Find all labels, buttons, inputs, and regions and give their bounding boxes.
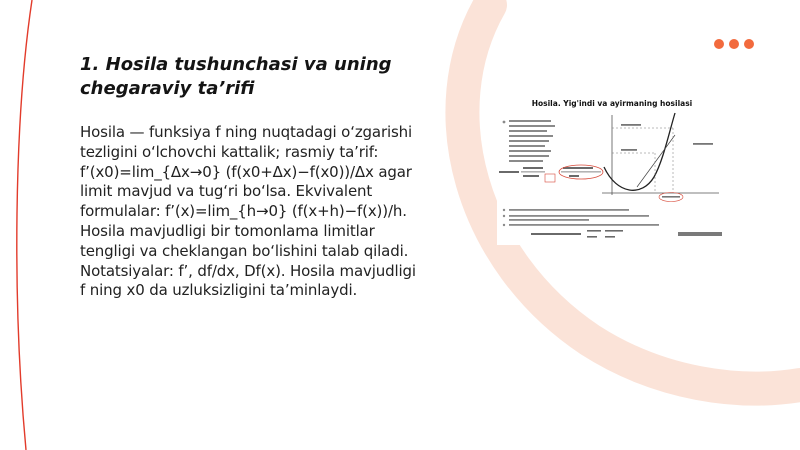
dot-shape [729,39,739,49]
slide-title: 1. Hosila tushunchasi va uning chegaraviy ta’rifi [80,54,392,99]
left-border-line [17,0,32,450]
dot-shape [744,39,754,49]
three-dots-icon [714,39,754,49]
dot-shape [714,39,724,49]
slide-thumbnail-image [497,95,727,245]
thumbnail-title: Hosila. Yig'indi va ayirmaning hosilasi [531,99,693,108]
slide-body-text: Hosila — funksiya f ning nuqtadagi o‘zgarishi tezligini o‘lchovchi kattalik; rasmiy ta’rif: f’(x0)=lim_{Δx→0} (f(x0+Δx)−f(x0))/Δx agar limit mavjud va tug‘ri bo‘lsa. Ekvivalent formulalar: f’(x)=lim_{h→0} (f(x+h)−f(x))/h. Hosila mavjudligi bir tomonlama limitlar tengligi va cheklangan bo‘lishini talab qiladi. Notatsiyalar: f’, df/dx, Df(x). Hosila mavjudligi f ning x0 da uzluksizligini ta’minlaydi. [80,123,416,300]
thumbnail-graphic [497,95,727,245]
